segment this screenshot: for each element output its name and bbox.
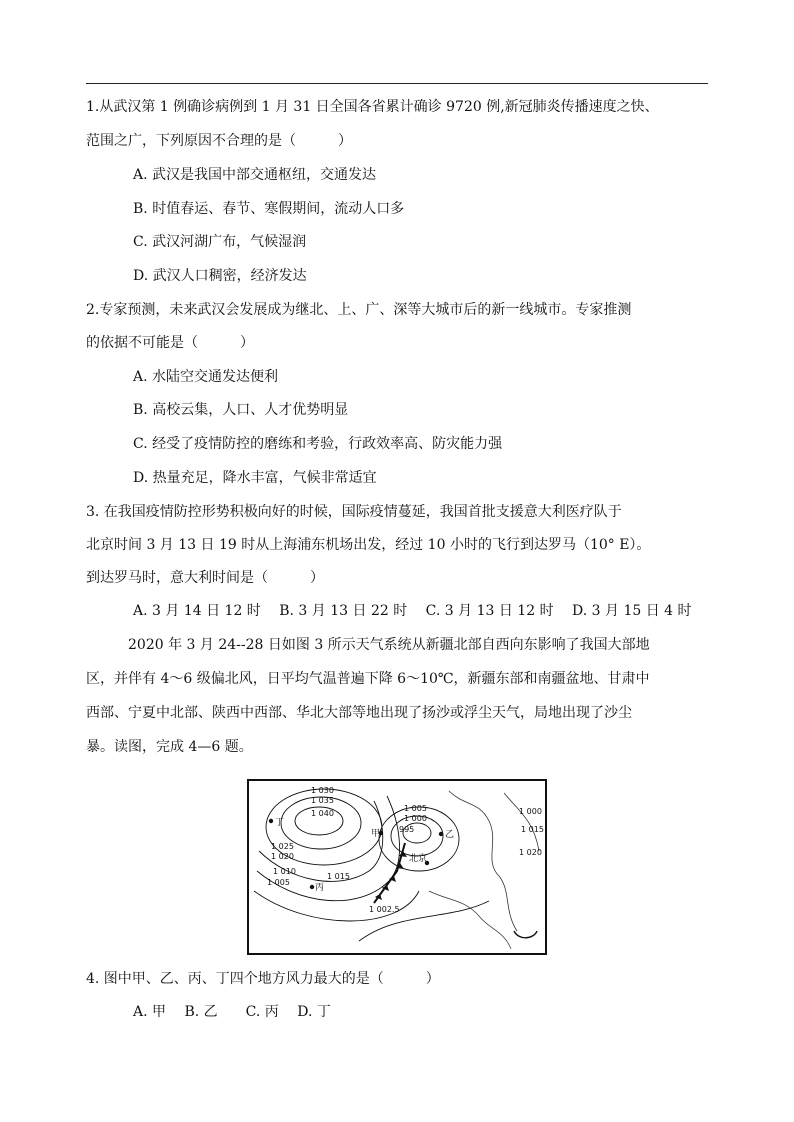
weather-map-figure: [247, 779, 547, 955]
q2-option-a: A. 水陆空交通发达便利: [133, 369, 279, 385]
isobar-label: 1 035: [311, 796, 334, 805]
place-bing: 丙: [315, 883, 325, 893]
place-beijing: 北京: [409, 854, 428, 864]
place-yi: 乙: [445, 830, 455, 840]
isobar-label: 1 000: [519, 807, 542, 816]
isobar-label: 1 025: [271, 842, 294, 851]
q1-option-c: C. 武汉河湖广布，气候湿润: [133, 234, 307, 250]
q2-option-b: B. 高校云集，人口、人才优势明显: [133, 402, 349, 418]
q1-stem-line1: 1.从武汉第 1 例确诊病例到 1 月 31 日全国各省累计确诊 9720 例,新冠肺炎传播速度之快、: [86, 99, 659, 115]
isobar-label: 1 020: [271, 852, 294, 861]
q1-option-b: B. 时值春运、春节、寒假期间，流动人口多: [133, 201, 405, 217]
weather-map: [249, 781, 545, 953]
intro-line2: 区，并伴有 4～6 级偏北风，日平均气温普遍下降 6～10℃，新疆东部和南疆盆地、甘肃中: [86, 671, 650, 687]
isobar-label: 1 000: [404, 814, 427, 823]
q3-options: A. 3 月 14 日 12 时 B. 3 月 13 日 22 时 C. 3 月 13 日 12 时 D. 3 月 15 日 4 时: [133, 603, 692, 619]
isobar-label: 1 015: [521, 825, 544, 834]
q3-stem-line2: 北京时间 3 月 13 日 19 时从上海浦东机场出发，经过 10 小时的飞行到达罗马（10° E）。: [86, 537, 651, 553]
isobar-label: 1 030: [311, 786, 334, 795]
isobar-label: 1 010: [273, 867, 296, 876]
place-jia: 甲: [371, 829, 381, 839]
q4-options: A. 甲 B. 乙 C. 丙 D. 丁: [133, 1004, 331, 1020]
header-rule: [86, 83, 708, 84]
q2-stem-line1: 2.专家预测，未来武汉会发展成为继北、上、广、深等大城市后的新一线城市。专家推测: [86, 302, 632, 318]
q3-stem-line1: 3. 在我国疫情防控形势积极向好的时候，国际疫情蔓延，我国首批支援意大利医疗队于: [86, 504, 622, 520]
intro-line3: 西部、宁夏中北部、陕西中西部、华北大部等地出现了扬沙或浮尘天气，局地出现了沙尘: [86, 705, 632, 721]
q3-stem-line3: 到达罗马时，意大利时间是（ ）: [86, 570, 324, 586]
q1-stem-line2: 范围之广，下列原因不合理的是（ ）: [86, 133, 352, 149]
isobar-label: 1 002.5: [369, 905, 400, 914]
intro-line1: 2020 年 3 月 24--28 日如图 3 所示天气系统从新疆北部自西向东影响了我国大部地: [128, 637, 650, 653]
q4-stem: 4. 图中甲、乙、丙、丁四个地方风力最大的是（ ）: [86, 971, 440, 987]
isobar-label: 995: [399, 825, 415, 834]
q1-option-a: A. 武汉是我国中部交通枢纽，交通发达: [133, 167, 377, 183]
isobar-label: 1 040: [311, 809, 334, 818]
q1-option-d: D. 武汉人口稠密，经济发达: [133, 268, 307, 284]
place-ding: 丁: [275, 818, 285, 828]
isobar-label: 1 015: [327, 872, 350, 881]
isobar-label: 1 005: [267, 878, 290, 887]
isobar-label: 1 005: [404, 804, 427, 813]
q2-option-c: C. 经受了疫情防控的磨练和考验，行政效率高、防灾能力强: [133, 436, 503, 452]
q2-option-d: D. 热量充足，降水丰富，气候非常适宜: [133, 470, 377, 486]
q2-stem-line2: 的依据不可能是（ ）: [86, 335, 254, 351]
intro-line4: 暴。读图，完成 4—6 题。: [86, 739, 253, 755]
isobar-label: 1 020: [519, 848, 542, 857]
